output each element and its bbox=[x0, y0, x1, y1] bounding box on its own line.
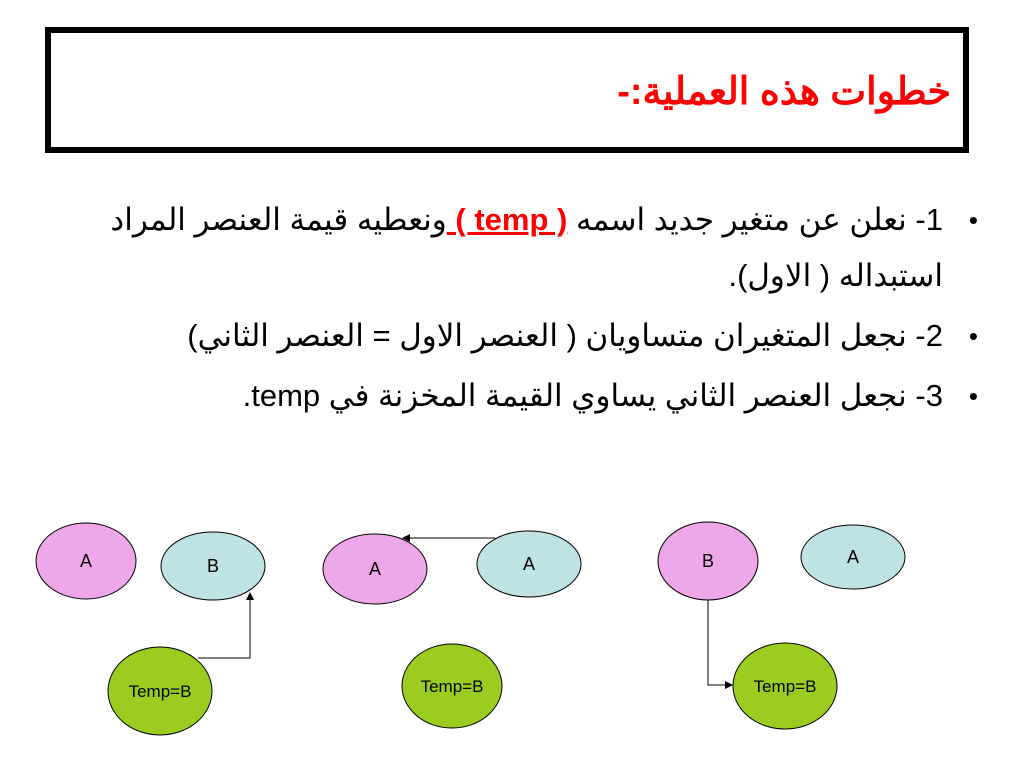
node-left-label: A bbox=[368, 559, 382, 579]
node-right-label: A bbox=[522, 554, 536, 574]
bullet-icon: • bbox=[968, 321, 978, 351]
node-right-label: A bbox=[846, 547, 860, 567]
panel-3 bbox=[658, 522, 905, 729]
step-3-text: 3- نجعل العنصر الثاني يساوي القيمة المخزنة في temp. bbox=[242, 378, 943, 413]
panel-1 bbox=[36, 523, 265, 735]
temp-node-label: Temp=B bbox=[128, 682, 192, 701]
panel-2 bbox=[323, 531, 581, 728]
temp-node-label: Temp=B bbox=[753, 677, 817, 696]
node-left-label: B bbox=[701, 551, 715, 571]
node-a-label: A bbox=[79, 551, 93, 571]
node-b-label: B bbox=[206, 556, 220, 576]
step-2-text: 2- نجعل المتغيران متساويان ( العنصر الاول = العنصر الثاني) bbox=[187, 318, 943, 353]
slide-title: خطوات هذه العملية:- bbox=[617, 71, 951, 113]
temp-variable-label: ( temp ) bbox=[446, 202, 568, 237]
step-1-text-start: 1- نعلن عن متغير جديد اسمه bbox=[567, 202, 943, 237]
step-1-text-end: ونعطيه قيمة العنصر المراد استبداله ( الاول). bbox=[110, 202, 943, 293]
bullet-icon: • bbox=[968, 205, 978, 235]
arrow-temp-to-b bbox=[198, 593, 250, 658]
bullet-icon: • bbox=[968, 381, 978, 411]
temp-node-label: Temp=B bbox=[420, 677, 484, 696]
arrow-b-to-temp bbox=[708, 600, 732, 685]
